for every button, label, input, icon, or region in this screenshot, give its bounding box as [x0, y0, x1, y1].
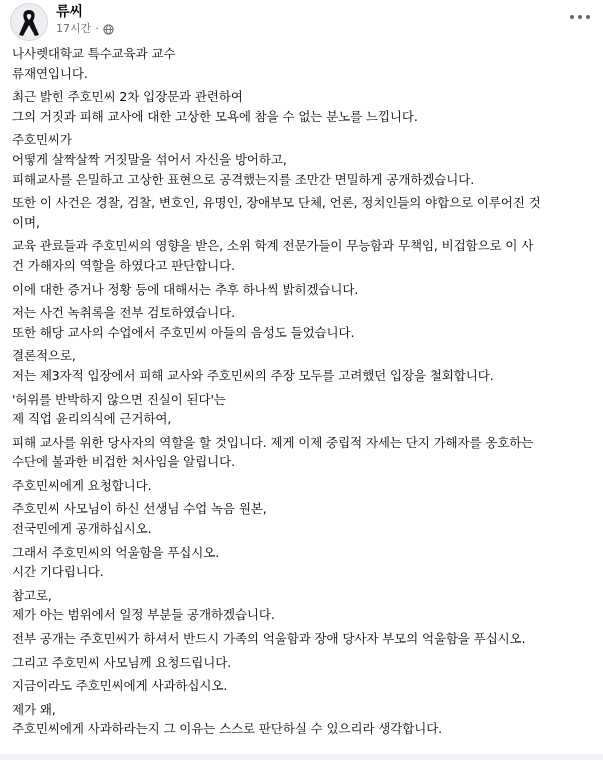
post-paragraph — [12, 676, 594, 696]
post-text-line: 어떻게 살짝살짝 거짓말을 섞어서 자신을 방어하고, — [12, 151, 287, 167]
post-paragraph — [12, 87, 594, 126]
mourning-ribbon-icon — [11, 4, 47, 40]
post-text-line: 제 직업 윤리의식에 근거하여, — [12, 411, 172, 427]
post-paragraph — [12, 390, 594, 429]
post-text-line: 주호민씨가 — [12, 132, 72, 148]
post-text-line: 그리고 주호민씨 사모님께 요청드립니다. — [12, 654, 232, 670]
author-name[interactable]: 류씨 — [56, 4, 84, 20]
post-text-line: 그래서 주호민씨의 억울함을 푸십시오. — [12, 544, 220, 560]
post-paragraph — [12, 236, 594, 275]
post-text-line: 주호민씨 사모님이 하신 선생님 수업 녹음 원본, — [12, 501, 267, 517]
post-text-line: 최근 밝힌 주호민씨 2차 입장문과 관련하여 — [12, 89, 243, 105]
post-paragraph — [12, 346, 594, 385]
post-paragraph — [12, 476, 594, 496]
post-paragraph — [12, 543, 594, 582]
post-paragraph — [12, 193, 594, 232]
avatar[interactable] — [10, 3, 48, 41]
feed-divider — [0, 754, 603, 760]
post-paragraph — [12, 303, 594, 342]
post-text-line: 저는 사건 녹취록을 전부 검토하였습니다. — [12, 305, 235, 321]
post-text-line: 결론적으로, — [12, 348, 76, 364]
post-text-line: 그의 거짓과 피해 교사에 대한 고상한 모욕에 참을 수 없는 분노를 느낍니다. — [12, 108, 418, 124]
post-paragraph — [12, 44, 594, 83]
post-text-line: 피해교사를 은밀하고 고상한 표현으로 공격했는지를 조만간 면밀하게 공개하겠습니다. — [12, 171, 475, 187]
post-text-line: 참고로, — [12, 587, 52, 603]
post-text-line: 제가 아는 범위에서 일정 부분들 공개하겠습니다. — [12, 607, 275, 623]
post-text-line: 제가 왜, — [12, 701, 56, 717]
post-paragraph — [12, 130, 594, 189]
post-time[interactable]: 17시간 — [56, 22, 92, 35]
post-text-line: 또한 해당 교사의 수업에서 주호민씨 아들의 음성도 들었습니다. — [12, 324, 355, 340]
post-text-line: 전국민에게 공개하십시오. — [12, 521, 152, 537]
post-paragraph — [12, 700, 594, 739]
post-text-line: 지금이라도 주호민씨에게 사과하십시오. — [12, 678, 228, 694]
post-paragraph — [12, 280, 594, 300]
post-text-line: 피해 교사를 위한 당사자의 역할을 할 것입니다. 제게 이제 중립적 자세는 단지 가해자를 옹호하는 — [12, 434, 534, 450]
post-text-line: 류재연입니다. — [12, 65, 88, 81]
post-body — [12, 44, 594, 743]
post-text-line: 교육 관료들과 주호민씨의 영향을 받은, 소위 학계 전문가들이 무능함과 무책임, 비겁함으로 이 사 — [12, 238, 534, 254]
post-text-line: 수단에 불과한 비겁한 처사임을 알립니다. — [12, 454, 235, 470]
post-text-line: 나사렛대학교 특수교육과 교수 — [12, 46, 176, 61]
post-text-line: 건 가해자의 역할을 하였다고 판단합니다. — [12, 257, 235, 273]
post-text-line: 시간 기다립니다. — [12, 564, 104, 580]
post-paragraph — [12, 433, 594, 472]
post-text-line: 전부 공개는 주호민씨가 하셔서 반드시 가족의 억울함과 장애 당사자 부모의 억울함을 푸십시오. — [12, 631, 526, 647]
post-text-line: 이에 대한 증거나 정황 등에 대해서는 추후 하나씩 밝히겠습니다. — [12, 281, 359, 297]
post-text-line: 저는 제3자적 입장에서 피해 교사와 주호민씨의 주장 모두를 고려했던 입장을 철회합니다. — [12, 367, 494, 383]
post-text-line: '허위를 반박하지 않으면 진실이 된다'는 — [12, 391, 226, 407]
post-text-line: 주호민씨에게 요청합니다. — [12, 477, 152, 493]
post-paragraph — [12, 586, 594, 625]
post-text-line: 주호민씨에게 사과하라는지 그 이유는 스스로 판단하실 수 있으리라 생각합니다. — [12, 721, 443, 737]
globe-icon — [103, 24, 114, 35]
post-paragraph — [12, 629, 594, 649]
post-header — [0, 0, 603, 44]
post-meta: 17시간 · — [56, 22, 114, 36]
post-paragraph — [12, 653, 594, 673]
more-options-icon[interactable] — [568, 8, 592, 26]
post-text-line: 또한 이 사건은 경찰, 검찰, 변호인, 유명인, 장애부모 단체, 언론, 정치인들의 야합으로 이루어진 것 — [12, 195, 541, 211]
post-text-line: 이며, — [12, 214, 40, 230]
post-paragraph — [12, 499, 594, 538]
